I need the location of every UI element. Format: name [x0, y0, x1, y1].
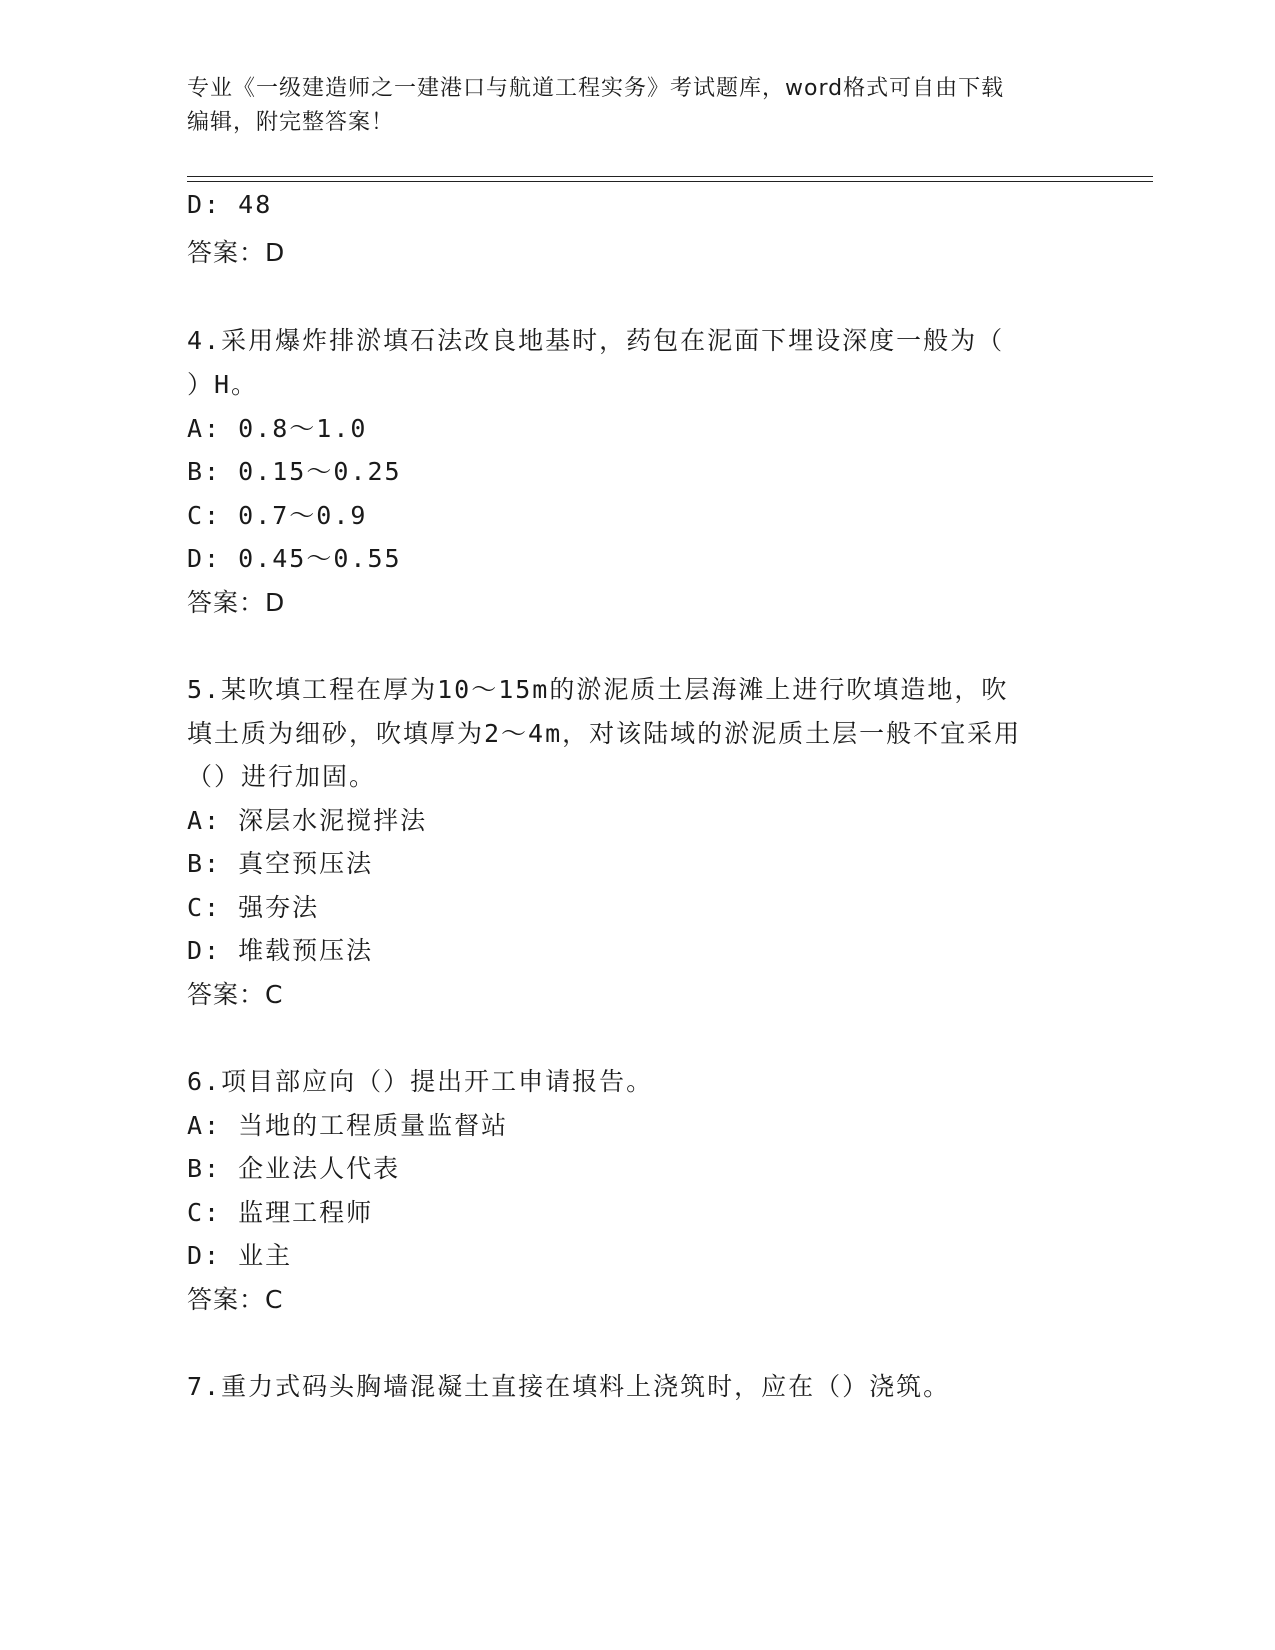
- answer-label: 答案：: [187, 1285, 266, 1314]
- header-divider-top: [187, 176, 1153, 177]
- answer-value: C: [265, 980, 284, 1009]
- q4-option-c: C: 0.7～0.9: [187, 501, 368, 530]
- answer-label: 答案：: [187, 238, 266, 267]
- answer-value: D: [265, 588, 286, 617]
- q6-option-c: C: 监理工程师: [187, 1198, 374, 1227]
- q4-option-d: D: 0.45～0.55: [187, 544, 402, 573]
- q4-stem-line-1: 4.采用爆炸排淤填石法改良地基时，药包在泥面下埋设深度一般为（: [187, 326, 1005, 355]
- answer-value: D: [265, 238, 286, 267]
- header-line-2: 编辑，附完整答案！: [187, 110, 395, 135]
- q5-answer: [187, 975, 283, 1011]
- q5-option-d: D: 堆载预压法: [187, 936, 374, 965]
- q5-stem-line-2: 填土质为细砂，吹填厚为2～4m，对该陆域的淤泥质土层一般不宜采用: [187, 719, 1022, 748]
- q6-option-b: B: 企业法人代表: [187, 1154, 401, 1183]
- header-divider-bottom: [187, 181, 1153, 182]
- q3-option-d: D: 48: [187, 190, 273, 219]
- q4-option-a: A: 0.8～1.0: [187, 414, 368, 443]
- q4-option-b: B: 0.15～0.25: [187, 457, 402, 486]
- answer-label: 答案：: [187, 588, 266, 617]
- answer-value: C: [265, 1285, 284, 1314]
- q6-option-d: D: 业主: [187, 1241, 293, 1270]
- q5-stem-line-1: 5.某吹填工程在厚为10～15m的淤泥质土层海滩上进行吹填造地，吹: [187, 675, 1009, 704]
- q6-answer: [187, 1280, 283, 1316]
- q4-answer: [187, 583, 285, 619]
- q3-answer: [187, 233, 285, 269]
- q4-stem-line-2: ）H。: [187, 370, 259, 399]
- q5-option-b: B: 真空预压法: [187, 849, 374, 878]
- q7-stem-line-1: 7.重力式码头胸墙混凝土直接在填料上浇筑时，应在（）浇筑。: [187, 1372, 951, 1401]
- q6-option-a: A: 当地的工程质量监督站: [187, 1111, 509, 1140]
- q5-option-a: A: 深层水泥搅拌法: [187, 806, 428, 835]
- answer-label: 答案：: [187, 980, 266, 1009]
- document-header: [187, 72, 1067, 140]
- header-line-1: 专业《一级建造师之一建港口与航道工程实务》考试题库，word格式可自由下载: [187, 76, 1005, 101]
- q6-stem-line-1: 6.项目部应向（）提出开工申请报告。: [187, 1067, 654, 1096]
- q5-option-c: C: 强夯法: [187, 893, 320, 922]
- q5-stem-line-3: （）进行加固。: [187, 762, 377, 791]
